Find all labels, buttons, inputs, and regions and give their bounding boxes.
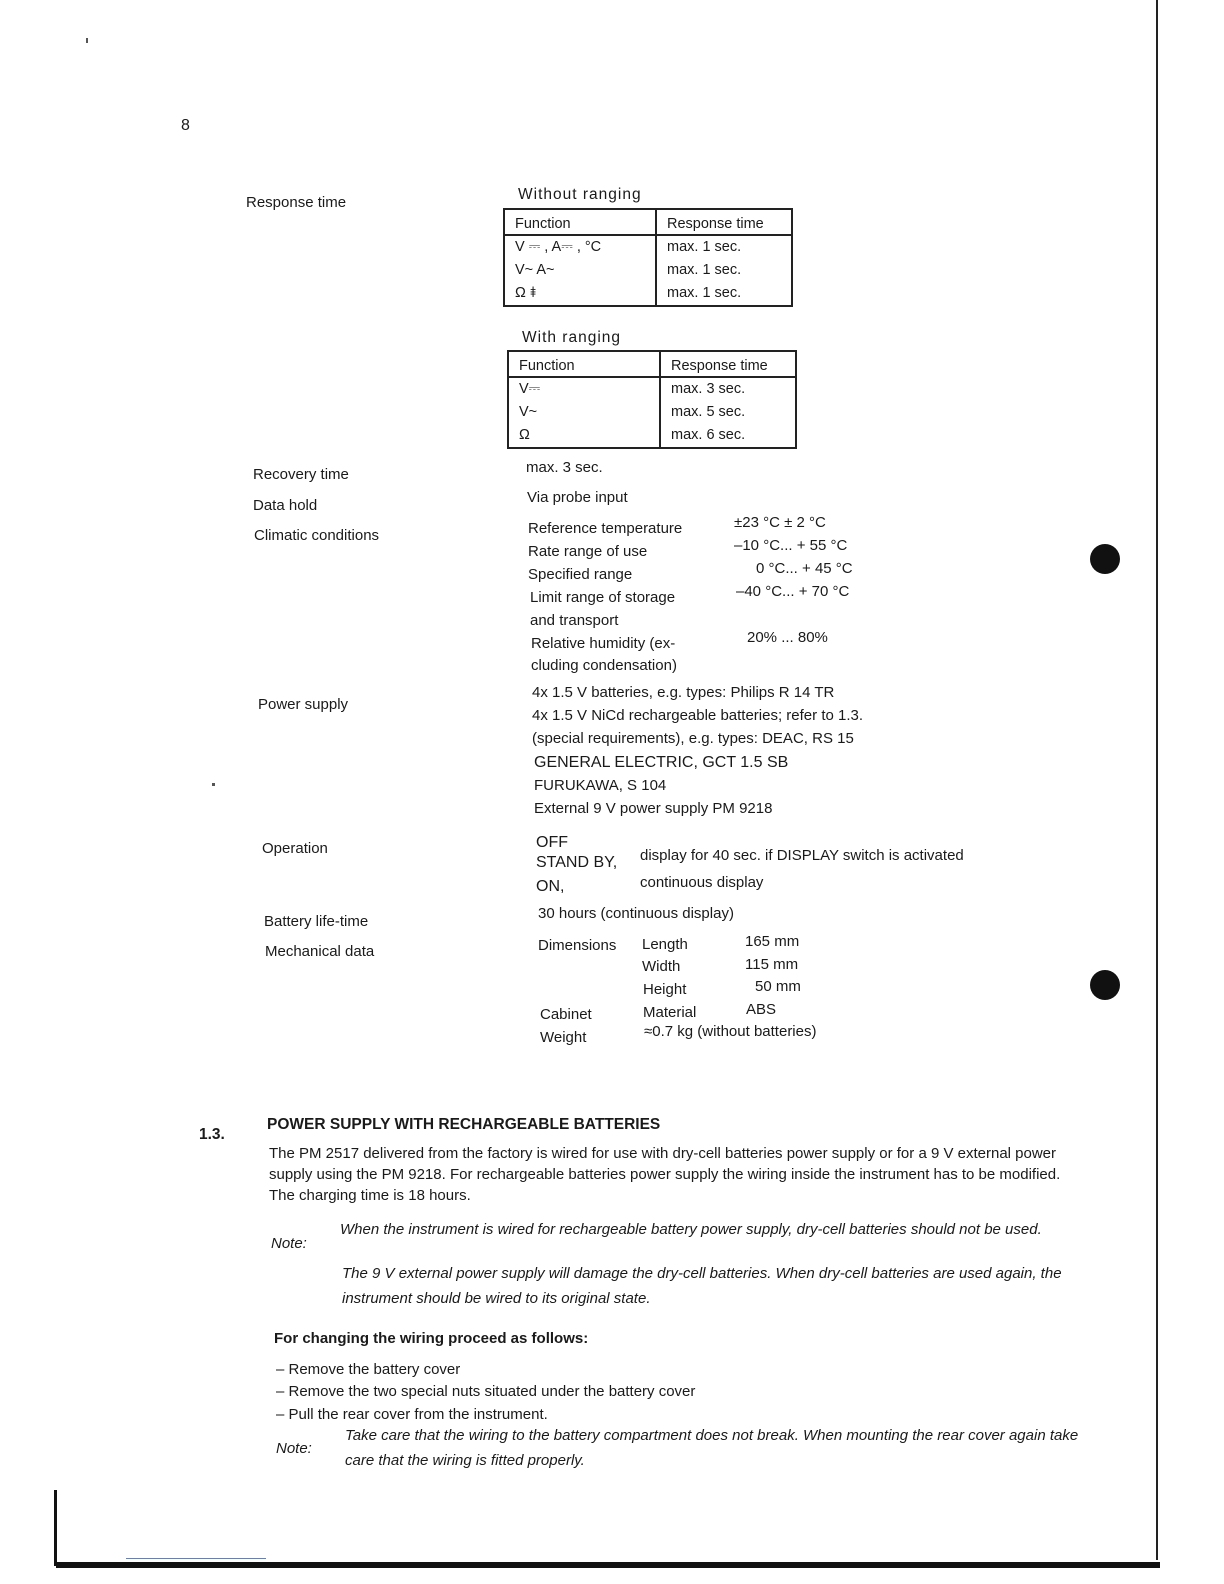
climatic-row-value: –10 °C... + 55 °C	[734, 537, 848, 554]
section-number: 1.3.	[199, 1126, 225, 1143]
dimension-name: Height	[643, 981, 687, 998]
climatic-row-value: ±23 °C ± 2 °C	[734, 514, 826, 531]
function-cell: V⎓	[508, 377, 660, 401]
time-cell: max. 1 sec.	[656, 259, 792, 282]
time-cell: max. 6 sec.	[660, 424, 796, 448]
operation-standby-text: display for 40 sec. if DISPLAY switch is activated	[640, 847, 964, 864]
power-supply-line: FURUKAWA, S 104	[534, 777, 667, 794]
function-cell: V~ A~	[504, 259, 656, 282]
power-supply-label: Power supply	[258, 696, 349, 713]
climatic-row-value: 0 °C... + 45 °C	[756, 560, 853, 577]
scan-speck	[212, 783, 215, 786]
note-text: When the instrument is wired for rechargeable battery power supply, dry-cell batteries should not be used.	[340, 1221, 1042, 1238]
note-text: The 9 V external power supply will damage the dry-cell batteries. When dry-cell batteries are used again, the instrument should be wired to its original state.	[342, 1265, 1062, 1307]
time-cell: max. 3 sec.	[660, 377, 796, 401]
note-label: Note:	[276, 1440, 312, 1457]
mechanical-data-label: Mechanical data	[265, 943, 375, 960]
table-row	[504, 282, 792, 306]
data-hold-label: Data hold	[253, 497, 318, 514]
weight-value: ≈0.7 kg (without batteries)	[644, 1023, 817, 1040]
climatic-row-name: and transport	[530, 612, 619, 629]
scan-line	[126, 1558, 266, 1559]
recovery-time-value: max. 3 sec.	[526, 459, 603, 476]
time-cell: max. 1 sec.	[656, 235, 792, 259]
list-item: – Remove the battery cover	[276, 1361, 461, 1378]
table-header-function: Function	[504, 209, 656, 235]
steps-heading: For changing the wiring proceed as follows:	[274, 1330, 589, 1347]
power-supply-line: 4x 1.5 V NiCd rechargeable batteries; refer to 1.3.	[532, 707, 864, 724]
with-ranging-caption: With ranging	[522, 329, 622, 346]
table-header-function: Function	[508, 351, 660, 377]
operation-on-text: continuous display	[640, 874, 764, 891]
time-cell: max. 5 sec.	[660, 401, 796, 424]
note-label: Note:	[271, 1235, 307, 1252]
list-item: – Pull the rear cover from the instrument.	[276, 1406, 548, 1423]
note-text: Take care that the wiring to the battery compartment does not break. When mounting the rear cover again take care that the wiring is fitted properly.	[345, 1427, 1079, 1469]
battery-life-label: Battery life-time	[264, 913, 369, 930]
dimension-name: Width	[642, 958, 681, 975]
climatic-row-name: Specified range	[528, 566, 633, 583]
function-cell: V ⎓ , A⎓ , °C	[504, 235, 656, 259]
operation-on-key: ON,	[536, 878, 565, 895]
dimension-value: 115 mm	[745, 956, 799, 973]
climatic-row-name: cluding condensation)	[531, 657, 677, 674]
climatic-row-name: Rate range of use	[528, 543, 648, 560]
climatic-row-name: Reference temperature	[528, 520, 683, 537]
punch-hole-top	[1090, 544, 1120, 574]
dimension-value: 165 mm	[745, 933, 800, 950]
table-row	[504, 259, 792, 282]
operation-off: OFF	[536, 834, 568, 851]
cabinet-label: Cabinet	[540, 1006, 592, 1023]
operation-standby-key: STAND BY,	[536, 854, 618, 871]
section-title: POWER SUPPLY WITH RECHARGEABLE BATTERIES	[267, 1116, 661, 1133]
table-row	[508, 401, 796, 424]
punch-hole-bottom	[1090, 970, 1120, 1000]
climatic-conditions-label: Climatic conditions	[254, 527, 380, 544]
operation-label: Operation	[262, 840, 328, 857]
power-supply-line: (special requirements), e.g. types: DEAC, RS 15	[532, 730, 854, 747]
dimensions-label: Dimensions	[538, 937, 617, 954]
table-header-response-time: Response time	[660, 351, 796, 377]
without-ranging-caption: Without ranging	[518, 186, 642, 203]
function-cell: Ω	[508, 424, 660, 448]
section-intro: The PM 2517 delivered from the factory is wired for use with dry-cell batteries power supply or for a 9 V external power supply using the PM 9218. For rechargeable batteries power supply the wiring inside the instrument has to be modified. The charging time is 18 hours.	[269, 1145, 1061, 1204]
climatic-row-name: Relative humidity (ex-	[531, 635, 676, 652]
table-header-response-time: Response time	[656, 209, 792, 235]
page-bottom-bar	[56, 1562, 1160, 1568]
power-supply-line: GENERAL ELECTRIC, GCT 1.5 SB	[534, 754, 789, 771]
table-row	[508, 377, 796, 401]
cabinet-material-name: Material	[643, 1004, 697, 1021]
recovery-time-label: Recovery time	[253, 466, 349, 483]
response-time-label: Response time	[246, 194, 347, 211]
without-ranging-table	[503, 208, 793, 307]
function-cell: V~	[508, 401, 660, 424]
climatic-row-value: –40 °C... + 70 °C	[736, 583, 850, 600]
table-row	[504, 235, 792, 259]
list-item: – Remove the two special nuts situated under the battery cover	[276, 1383, 696, 1400]
table-row	[508, 424, 796, 448]
climatic-row-name: Limit range of storage	[530, 589, 676, 606]
cabinet-material-value: ABS	[746, 1001, 777, 1018]
power-supply-line: 4x 1.5 V batteries, e.g. types: Philips R 14 TR	[532, 684, 835, 701]
battery-life-value: 30 hours (continuous display)	[538, 905, 734, 922]
page-number: 8	[181, 117, 190, 134]
dimension-value: 50 mm	[755, 978, 801, 995]
power-supply-line: External 9 V power supply PM 9218	[534, 800, 773, 817]
weight-label: Weight	[540, 1029, 587, 1046]
data-hold-value: Via probe input	[527, 489, 628, 506]
climatic-row-value: 20% ... 80%	[747, 629, 828, 646]
page-right-edge	[1156, 0, 1158, 1560]
with-ranging-table	[507, 350, 797, 449]
function-cell: Ω ⯒	[504, 282, 656, 306]
dimension-name: Length	[642, 936, 688, 953]
page-left-corner	[54, 1490, 57, 1566]
scan-speck	[86, 38, 88, 43]
time-cell: max. 1 sec.	[656, 282, 792, 306]
